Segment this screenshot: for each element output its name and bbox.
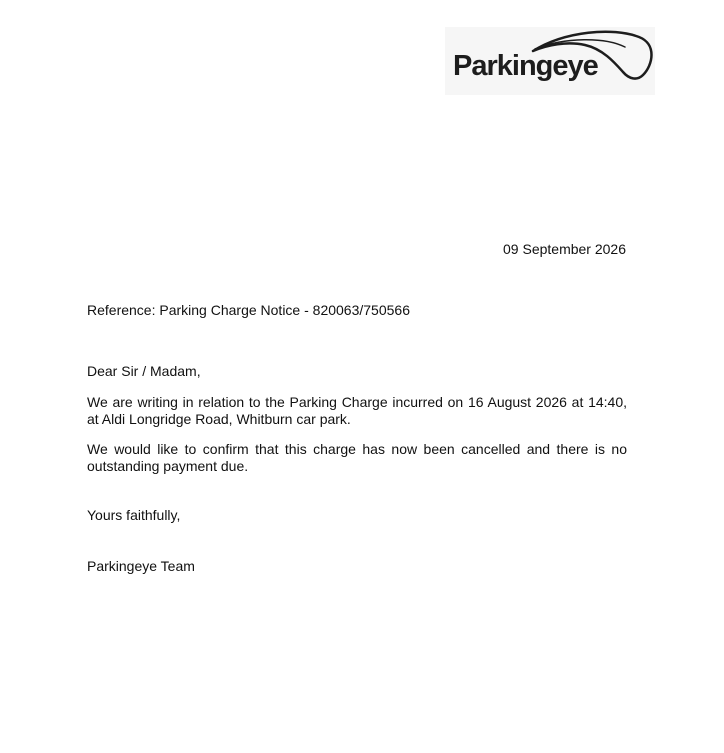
salutation: Dear Sir / Madam, xyxy=(87,363,201,379)
signature: Parkingeye Team xyxy=(87,558,195,574)
body-paragraph-1: We are writing in relation to the Parking Charge incurred on 16 August 2026 at 14:40, at Aldi Longridge Road, Whitburn car park. xyxy=(87,394,627,427)
logo-wordmark: Parkingeye xyxy=(453,50,598,82)
letter-date: 09 September 2026 xyxy=(503,241,626,257)
closing: Yours faithfully, xyxy=(87,507,181,523)
company-logo xyxy=(445,27,655,95)
body-paragraph-2: We would like to confirm that this charge has now been cancelled and there is no outstanding payment due. xyxy=(87,441,627,474)
reference-line: Reference: Parking Charge Notice - 820063/750566 xyxy=(87,302,410,318)
